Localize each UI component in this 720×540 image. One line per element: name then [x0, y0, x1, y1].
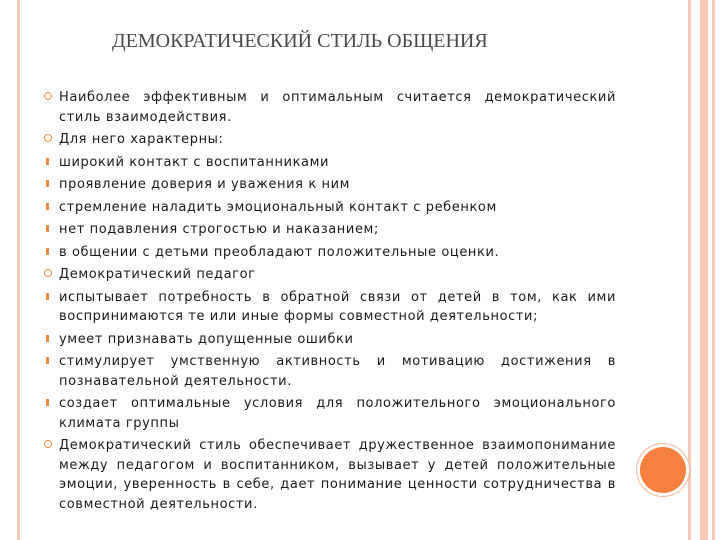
list-item-sub [44, 352, 616, 391]
decor-orange-circle [640, 447, 686, 493]
list-item-text: в общении с детьми преобладают положительные оценки. [59, 244, 500, 260]
list-item-sub [44, 198, 616, 218]
square-bullet-icon [46, 180, 49, 187]
square-bullet-icon [46, 225, 49, 232]
list-item-main [44, 130, 616, 150]
list-item-text: испытывает потребность в обратной связи от детей в том, как ими воспринимаются те или иные формы совместной деятельности; [59, 289, 616, 324]
circle-bullet-icon [44, 92, 52, 100]
square-bullet-icon [46, 399, 49, 406]
circle-bullet-icon [44, 134, 52, 142]
list-item-sub [44, 330, 616, 350]
list-item-text: проявление доверия и уважения к ним [59, 177, 351, 192]
left-decor-stripe [17, 0, 20, 540]
square-bullet-icon [46, 335, 49, 342]
list-item-sub [44, 220, 616, 240]
list-item-text: нет подавления строгостью и наказанием; [59, 222, 379, 237]
bullet-list [44, 88, 616, 517]
list-item-text: Демократический стиль обеспечивает дружественное взаимопонимание между педагогом и воспитанником, вызывает у детей положительные эмоции, уверенность в себе, дает понимание ценности сотрудничества в совместной деятельности. [59, 438, 616, 512]
right-decor-stripe-inner [688, 0, 691, 540]
slide-title: ДЕМОКРАТИЧЕСКИЙ СТИЛЬ ОБЩЕНИЯ [112, 30, 488, 52]
list-item-text: умеет признавать допущенные ошибки [59, 331, 354, 347]
list-item-main [44, 265, 616, 285]
square-bullet-icon [46, 203, 49, 210]
list-item-sub [44, 243, 616, 263]
list-item-text: стимулирует умственную активность и мотивацию достижения в познавательной деятельности. [59, 354, 616, 389]
list-item-sub [44, 175, 616, 195]
circle-bullet-icon [44, 440, 52, 448]
list-item-text: создает оптимальные условия для положительного эмоционального климата группы [59, 396, 616, 431]
right-decor-stripe-middle [700, 0, 708, 540]
list-item-text: Для него характерны: [59, 132, 224, 147]
square-bullet-icon [46, 158, 49, 165]
list-item-text: широкий контакт с воспитанниками [59, 154, 330, 170]
list-item-main [44, 436, 616, 514]
square-bullet-icon [46, 293, 49, 300]
list-item-text: стремление наладить эмоциональный контакт с ребенком [59, 199, 497, 215]
list-item-sub [44, 288, 616, 327]
right-decor-stripe-outer [712, 0, 715, 540]
list-item-sub [44, 394, 616, 433]
list-item-text: Наиболее эффективным и оптимальным считается демократический стиль взаимодействия. [59, 90, 616, 125]
square-bullet-icon [46, 357, 49, 364]
list-item-sub [44, 153, 616, 173]
list-item-text: Демократический педагог [59, 267, 256, 282]
list-item-main [44, 88, 616, 127]
square-bullet-icon [46, 248, 49, 255]
circle-bullet-icon [44, 269, 52, 277]
